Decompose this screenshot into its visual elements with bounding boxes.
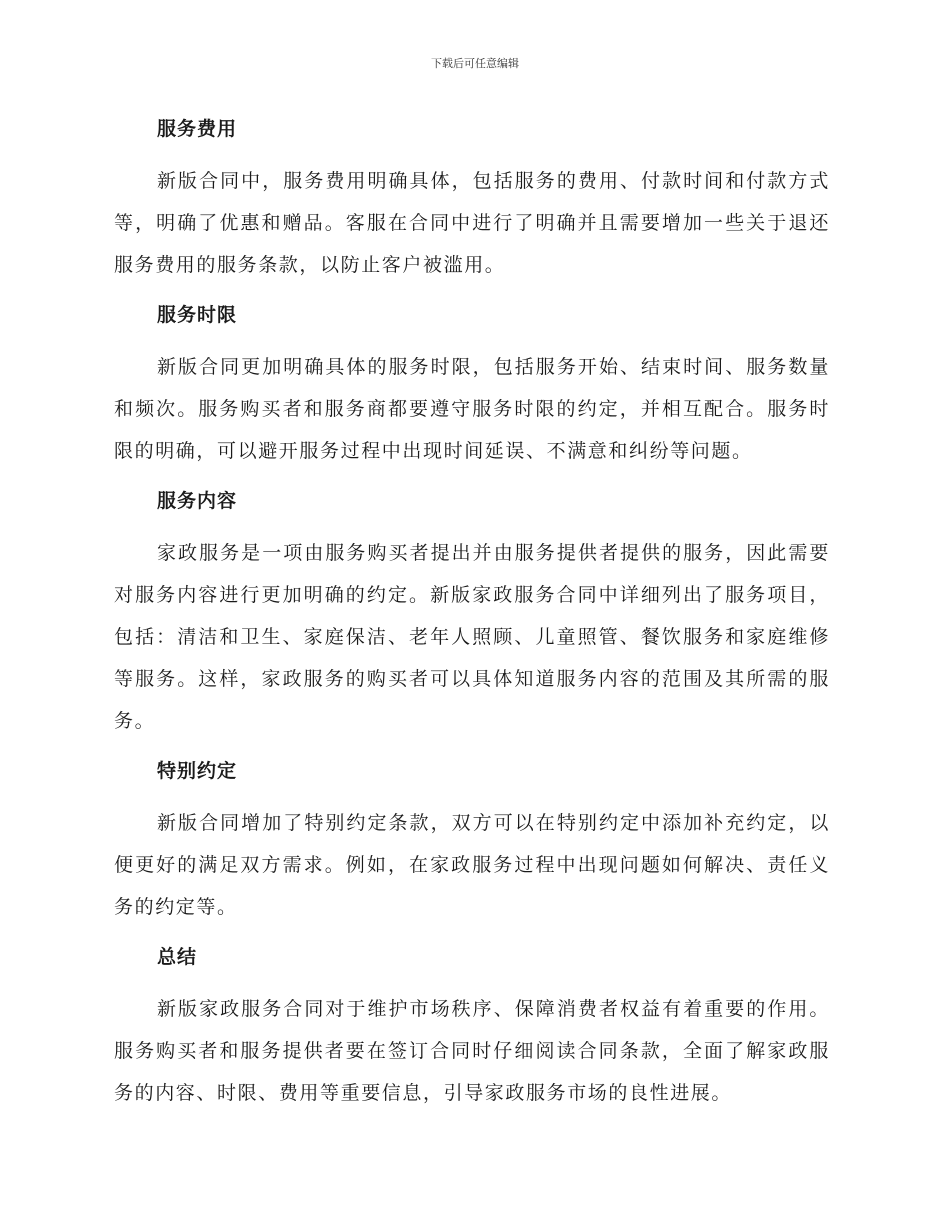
section-heading: 总结 — [157, 946, 198, 968]
section-special-agreement — [114, 754, 830, 928]
document-body — [114, 112, 830, 1126]
section-heading: 特别约定 — [157, 760, 238, 782]
section-paragraph: 新版家政服务合同对于维护市场秩序、保障消费者权益有着重要的作用。服务购买者和服务提供者要在签订合同时仔细阅读合同条款，全面了解家政服务的内容、时限、费用等重要信息，引导家政服务市场的良性进展。 — [114, 998, 830, 1104]
section-paragraph: 新版合同中，服务费用明确具体，包括服务的费用、付款时间和付款方式等，明确了优惠和赠品。客服在合同中进行了明确并且需要增加一些关于退还服务费用的服务条款，以防止客户被滥用。 — [114, 170, 830, 276]
section-summary — [114, 940, 830, 1114]
section-heading: 服务费用 — [157, 118, 238, 140]
section-service-period — [114, 298, 830, 472]
section-heading: 服务内容 — [157, 490, 238, 512]
section-paragraph: 家政服务是一项由服务购买者提出并由服务提供者提供的服务，因此需要对服务内容进行更加明确的约定。新版家政服务合同中详细列出了服务项目，包括：清洁和卫生、家庭保洁、老年人照顾、儿童照管、餐饮服务和家庭维修等服务。这样，家政服务的购买者可以具体知道服务内容的范围及其所需的服务。 — [114, 542, 830, 732]
section-heading: 服务时限 — [157, 304, 238, 326]
section-service-fee — [114, 112, 830, 286]
section-service-content — [114, 484, 830, 742]
header-note: 下载后可任意编辑 — [431, 57, 519, 70]
section-paragraph: 新版合同更加明确具体的服务时限，包括服务开始、结束时间、服务数量和频次。服务购买者和服务商都要遵守服务时限的约定，并相互配合。服务时限的明确，可以避开服务过程中出现时间延误、不满意和纠纷等问题。 — [114, 356, 830, 462]
section-paragraph: 新版合同增加了特别约定条款，双方可以在特别约定中添加补充约定，以便更好的满足双方需求。例如，在家政服务过程中出现问题如何解决、责任义务的约定等。 — [114, 812, 830, 918]
